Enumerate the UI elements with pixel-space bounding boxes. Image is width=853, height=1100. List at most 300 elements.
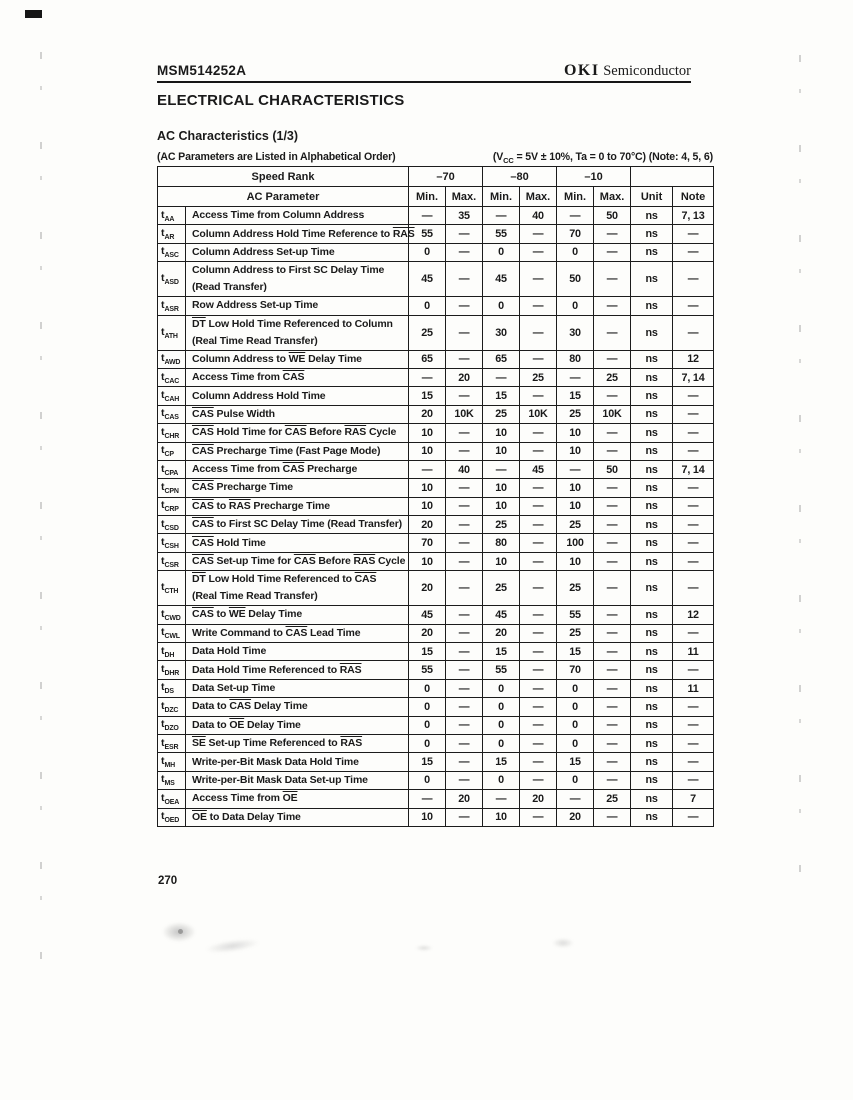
max-value: —	[594, 297, 631, 315]
max-value: —	[446, 387, 483, 405]
max-value: —	[520, 534, 557, 552]
note-cell: —	[673, 698, 714, 716]
section-title: ELECTRICAL CHARACTERISTICS	[157, 92, 405, 109]
param-symbol: $t_{ASC}$	[158, 243, 186, 261]
note-cell: —	[673, 479, 714, 497]
max-value: —	[446, 771, 483, 789]
max-value: —	[594, 534, 631, 552]
col-header-unit: Unit	[631, 187, 673, 207]
note-cell: 7	[673, 790, 714, 808]
min-value: 30	[483, 315, 520, 350]
param-description: Data Hold Time	[186, 643, 409, 661]
param-symbol: $t_{CAS}$	[158, 405, 186, 423]
unit-cell: ns	[631, 808, 673, 826]
param-symbol: $t_{CSR}$	[158, 552, 186, 570]
param-description: Write-per-Bit Mask Data Hold Time	[186, 753, 409, 771]
table-row	[158, 479, 714, 497]
table-row	[158, 368, 714, 386]
table-row	[158, 698, 714, 716]
unit-cell: ns	[631, 479, 673, 497]
table-row	[158, 552, 714, 570]
min-value: 0	[483, 716, 520, 734]
max-value: —	[446, 753, 483, 771]
param-symbol: $t_{DHR}$	[158, 661, 186, 679]
unit-cell: ns	[631, 405, 673, 423]
note-cell: —	[673, 243, 714, 261]
min-value: 55	[557, 606, 594, 624]
param-description: Access Time from $\overline{OE}$	[186, 790, 409, 808]
table-row	[158, 460, 714, 478]
max-value: 20	[446, 368, 483, 386]
col-header-max-70: Max.	[446, 187, 483, 207]
param-symbol: $t_{CSD}$	[158, 516, 186, 534]
table-row	[158, 643, 714, 661]
min-value: —	[557, 207, 594, 225]
max-value: —	[446, 716, 483, 734]
max-value: —	[446, 571, 483, 606]
max-value: 45	[520, 460, 557, 478]
speed-rank-row	[158, 167, 714, 187]
min-value: 15	[483, 387, 520, 405]
min-value: 0	[483, 734, 520, 752]
header-rule	[157, 81, 691, 83]
max-value: 20	[520, 790, 557, 808]
min-value: 70	[557, 661, 594, 679]
note-cell: —	[673, 442, 714, 460]
note-cell: —	[673, 661, 714, 679]
min-value: 70	[409, 534, 446, 552]
min-value: 0	[409, 698, 446, 716]
note-cell: —	[673, 262, 714, 297]
unit-cell: ns	[631, 753, 673, 771]
max-value: —	[446, 552, 483, 570]
max-value: —	[520, 262, 557, 297]
param-symbol: $t_{CWL}$	[158, 624, 186, 642]
max-value: 40	[520, 207, 557, 225]
param-description: Column Address to $\overline{WE}$ Delay Time	[186, 350, 409, 368]
unit-cell: ns	[631, 734, 673, 752]
param-description: Data to $\overline{CAS}$ Delay Time	[186, 698, 409, 716]
min-value: —	[483, 368, 520, 386]
unit-cell: ns	[631, 262, 673, 297]
col-header-min-10: Min.	[557, 187, 594, 207]
max-value: —	[594, 516, 631, 534]
param-description: Write-per-Bit Mask Data Set-up Time	[186, 771, 409, 789]
max-value: —	[446, 424, 483, 442]
max-value: 10K	[594, 405, 631, 423]
page-number: 270	[158, 875, 178, 887]
note-cell: —	[673, 516, 714, 534]
min-value: —	[483, 207, 520, 225]
note-cell: —	[673, 297, 714, 315]
max-value: —	[594, 442, 631, 460]
param-symbol: $t_{CTH}$	[158, 571, 186, 606]
min-value: 0	[483, 698, 520, 716]
min-value: —	[483, 790, 520, 808]
param-description: Row Address Set-up Time	[186, 297, 409, 315]
unit-cell: ns	[631, 442, 673, 460]
table-row	[158, 387, 714, 405]
param-symbol: $t_{ASR}$	[158, 297, 186, 315]
max-value: —	[520, 808, 557, 826]
min-value: 15	[409, 753, 446, 771]
max-value: —	[520, 387, 557, 405]
min-value: 25	[483, 571, 520, 606]
param-symbol: $t_{DS}$	[158, 679, 186, 697]
max-value: —	[446, 606, 483, 624]
note-reference: (Note: 4, 5, 6)	[648, 151, 713, 163]
min-value: 0	[483, 771, 520, 789]
min-value: 20	[409, 624, 446, 642]
param-description: $\overline{CAS}$ Precharge Time (Fast Page Mode)	[186, 442, 409, 460]
min-value: 10	[557, 479, 594, 497]
min-value: 55	[483, 225, 520, 243]
max-value: —	[446, 350, 483, 368]
param-description: Column Address to First SC Delay Time (Read Transfer)	[186, 262, 409, 297]
max-value: —	[446, 516, 483, 534]
max-value: —	[446, 497, 483, 515]
min-value: 100	[557, 534, 594, 552]
max-value: —	[594, 243, 631, 261]
param-description: Column Address Set-up Time	[186, 243, 409, 261]
param-description: Write Command to $\overline{CAS}$ Lead Time	[186, 624, 409, 642]
table-row	[158, 497, 714, 515]
table-row	[158, 753, 714, 771]
max-value: —	[594, 643, 631, 661]
min-value: —	[409, 368, 446, 386]
oki-logo: OKI	[563, 62, 600, 79]
note-cell: 12	[673, 350, 714, 368]
max-value: 25	[520, 368, 557, 386]
max-value: —	[520, 442, 557, 460]
param-description: $\overline{OE}$ to Data Delay Time	[186, 808, 409, 826]
param-description: $\overline{CAS}$ to $\overline{RAS}$ Precharge Time	[186, 497, 409, 515]
min-value: 10	[483, 497, 520, 515]
unit-cell: ns	[631, 552, 673, 570]
max-value: —	[594, 753, 631, 771]
min-value: 55	[409, 661, 446, 679]
min-value: —	[409, 460, 446, 478]
unit-cell: ns	[631, 771, 673, 789]
max-value: —	[520, 643, 557, 661]
min-value: —	[557, 368, 594, 386]
note-cell: —	[673, 387, 714, 405]
max-value: 50	[594, 460, 631, 478]
unit-cell: ns	[631, 716, 673, 734]
max-value: 20	[446, 790, 483, 808]
max-value: —	[446, 624, 483, 642]
min-value: 80	[557, 350, 594, 368]
param-symbol: $t_{CP}$	[158, 442, 186, 460]
min-value: 0	[409, 243, 446, 261]
param-description: Access Time from $\overline{CAS}$	[186, 368, 409, 386]
unit-cell: ns	[631, 534, 673, 552]
max-value: —	[594, 497, 631, 515]
min-value: 20	[483, 624, 520, 642]
max-value: 35	[446, 207, 483, 225]
min-value: 45	[409, 606, 446, 624]
max-value: 25	[594, 790, 631, 808]
min-value: 0	[409, 679, 446, 697]
note-cell: —	[673, 571, 714, 606]
max-value: —	[446, 243, 483, 261]
max-value: —	[594, 424, 631, 442]
unit-cell: ns	[631, 606, 673, 624]
min-value: 10	[409, 552, 446, 570]
table-row	[158, 243, 714, 261]
table-header	[158, 167, 714, 207]
max-value: —	[594, 606, 631, 624]
param-description: Data to $\overline{OE}$ Delay Time	[186, 716, 409, 734]
col-header-min-80: Min.	[483, 187, 520, 207]
max-value: —	[594, 716, 631, 734]
note-cell: —	[673, 552, 714, 570]
min-value: 0	[409, 297, 446, 315]
max-value: —	[520, 350, 557, 368]
max-value: —	[520, 624, 557, 642]
note-cell: 11	[673, 679, 714, 697]
note-cell: —	[673, 405, 714, 423]
min-value: 0	[483, 243, 520, 261]
max-value: —	[594, 479, 631, 497]
param-description: Column Address Hold Time Reference to $\overline{RAS}$	[186, 225, 409, 243]
min-value: —	[483, 460, 520, 478]
scan-corner-mark	[25, 10, 42, 18]
unit-cell: ns	[631, 661, 673, 679]
scan-left-edge-line	[40, 52, 42, 962]
vcc-subscript: CC	[503, 156, 514, 166]
max-value: —	[520, 225, 557, 243]
min-value: 10	[409, 479, 446, 497]
min-value: 20	[409, 405, 446, 423]
min-value: 50	[557, 262, 594, 297]
max-value: —	[446, 698, 483, 716]
ac-characteristics-table	[157, 166, 714, 827]
note-cell: —	[673, 624, 714, 642]
note-cell: —	[673, 753, 714, 771]
min-value: 10	[557, 424, 594, 442]
param-symbol: $t_{CWD}$	[158, 606, 186, 624]
table-row	[158, 716, 714, 734]
max-value: —	[446, 734, 483, 752]
speed-rank-10: –10	[557, 167, 631, 187]
unit-cell: ns	[631, 497, 673, 515]
min-value: 10	[409, 497, 446, 515]
min-value: 20	[409, 516, 446, 534]
table-row	[158, 315, 714, 350]
note-cell: —	[673, 734, 714, 752]
table-row	[158, 606, 714, 624]
min-value: 10	[483, 424, 520, 442]
min-value: 65	[483, 350, 520, 368]
param-symbol: $t_{CPA}$	[158, 460, 186, 478]
min-value: 45	[483, 262, 520, 297]
min-value: 0	[409, 734, 446, 752]
max-value: —	[594, 552, 631, 570]
scan-right-edge-line	[799, 55, 801, 895]
unit-cell: ns	[631, 387, 673, 405]
param-symbol: $t_{CRP}$	[158, 497, 186, 515]
scan-smudge	[204, 936, 260, 956]
part-number: MSM514252A	[157, 63, 247, 78]
table-row	[158, 661, 714, 679]
min-value: 20	[409, 571, 446, 606]
min-value: 10	[409, 808, 446, 826]
param-symbol: $t_{ATH}$	[158, 315, 186, 350]
col-header-max-10: Max.	[594, 187, 631, 207]
min-value: 15	[409, 387, 446, 405]
min-value: 10	[483, 808, 520, 826]
brand-logo	[564, 62, 691, 80]
param-symbol: $t_{AWD}$	[158, 350, 186, 368]
col-header-min-70: Min.	[409, 187, 446, 207]
min-value: 25	[557, 571, 594, 606]
unit-cell: ns	[631, 571, 673, 606]
max-value: —	[520, 734, 557, 752]
min-value: 0	[557, 243, 594, 261]
param-symbol: $t_{DZO}$	[158, 716, 186, 734]
min-value: 10	[483, 479, 520, 497]
max-value: —	[594, 679, 631, 697]
table-row	[158, 571, 714, 606]
min-value: 25	[557, 405, 594, 423]
min-value: —	[409, 207, 446, 225]
param-description: $\overline{CAS}$ to First SC Delay Time (Read Transfer)	[186, 516, 409, 534]
param-description: $\overline{CAS}$ to $\overline{WE}$ Delay Time	[186, 606, 409, 624]
ac-parameter-label: AC Parameter	[158, 187, 409, 207]
speed-rank-80: –80	[483, 167, 557, 187]
min-value: 25	[409, 315, 446, 350]
note-cell: —	[673, 808, 714, 826]
note-cell: —	[673, 424, 714, 442]
min-value: 20	[557, 808, 594, 826]
table-notes-row	[157, 151, 713, 165]
max-value: —	[520, 771, 557, 789]
max-value: 40	[446, 460, 483, 478]
max-value: —	[520, 606, 557, 624]
min-value: 10	[409, 424, 446, 442]
unit-cell: ns	[631, 460, 673, 478]
unit-cell: ns	[631, 297, 673, 315]
param-symbol: $t_{OEA}$	[158, 790, 186, 808]
max-value: 25	[594, 368, 631, 386]
table-row	[158, 771, 714, 789]
max-value: —	[594, 808, 631, 826]
table-row	[158, 808, 714, 826]
note-cell: 7, 14	[673, 368, 714, 386]
max-value: —	[594, 771, 631, 789]
note-cell: 7, 14	[673, 460, 714, 478]
max-value: —	[520, 661, 557, 679]
speed-rank-70: –70	[409, 167, 483, 187]
min-value: 10	[557, 497, 594, 515]
max-value: 10K	[446, 405, 483, 423]
unit-cell: ns	[631, 424, 673, 442]
max-value: —	[520, 753, 557, 771]
max-value: —	[594, 225, 631, 243]
max-value: —	[594, 734, 631, 752]
param-symbol: $t_{DH}$	[158, 643, 186, 661]
max-value: —	[446, 643, 483, 661]
unit-cell: ns	[631, 315, 673, 350]
note-cell: 12	[673, 606, 714, 624]
min-value: —	[557, 790, 594, 808]
unit-cell: ns	[631, 790, 673, 808]
param-description: $\overline{SE}$ Set-up Time Referenced to $\overline{RAS}$	[186, 734, 409, 752]
col-header-max-80: Max.	[520, 187, 557, 207]
param-description: Data Set-up Time	[186, 679, 409, 697]
table-row	[158, 405, 714, 423]
max-value: —	[446, 315, 483, 350]
min-value: 10	[483, 442, 520, 460]
max-value: —	[446, 534, 483, 552]
param-symbol: $t_{MH}$	[158, 753, 186, 771]
max-value: 10K	[520, 405, 557, 423]
note-cell: —	[673, 534, 714, 552]
table-row	[158, 679, 714, 697]
min-value: 15	[409, 643, 446, 661]
alphabetical-order-note: (AC Parameters are Listed in Alphabetical Order)	[157, 151, 396, 163]
param-description: Access Time from Column Address	[186, 207, 409, 225]
speed-rank-empty-cell	[631, 167, 714, 187]
note-cell: 11	[673, 643, 714, 661]
min-value: 25	[557, 624, 594, 642]
min-value: 65	[409, 350, 446, 368]
min-value: 10	[557, 552, 594, 570]
max-value: —	[446, 661, 483, 679]
min-value: 15	[557, 753, 594, 771]
min-value: 0	[409, 771, 446, 789]
table-body	[158, 207, 714, 827]
param-description: $\overline{DT}$ Low Hold Time Referenced to Column (Real Time Read Transfer)	[186, 315, 409, 350]
column-header-row	[158, 187, 714, 207]
min-value: 25	[483, 516, 520, 534]
param-symbol: $t_{DZC}$	[158, 698, 186, 716]
max-value: —	[520, 315, 557, 350]
min-value: 25	[483, 405, 520, 423]
min-value: 15	[557, 387, 594, 405]
table-row	[158, 734, 714, 752]
min-value: 0	[557, 698, 594, 716]
note-cell: —	[673, 771, 714, 789]
table-row	[158, 790, 714, 808]
table-row	[158, 516, 714, 534]
param-description: $\overline{CAS}$ Precharge Time	[186, 479, 409, 497]
min-value: 0	[483, 297, 520, 315]
max-value: —	[594, 698, 631, 716]
brand-suffix: Semiconductor	[603, 63, 691, 79]
table-row	[158, 534, 714, 552]
min-value: 15	[557, 643, 594, 661]
max-value: —	[446, 808, 483, 826]
scan-smudge	[178, 929, 183, 934]
table-row	[158, 442, 714, 460]
scan-smudge	[415, 945, 433, 951]
table-row	[158, 297, 714, 315]
param-description: $\overline{DT}$ Low Hold Time Referenced to $\overline{CAS}$ (Real Time Read Transfer)	[186, 571, 409, 606]
max-value: —	[594, 571, 631, 606]
max-value: —	[446, 442, 483, 460]
max-value: —	[520, 297, 557, 315]
table-row	[158, 424, 714, 442]
max-value: —	[446, 262, 483, 297]
unit-cell: ns	[631, 643, 673, 661]
min-value: 80	[483, 534, 520, 552]
scan-smudge	[552, 938, 574, 948]
unit-cell: ns	[631, 207, 673, 225]
unit-cell: ns	[631, 368, 673, 386]
param-symbol: $t_{ASD}$	[158, 262, 186, 297]
